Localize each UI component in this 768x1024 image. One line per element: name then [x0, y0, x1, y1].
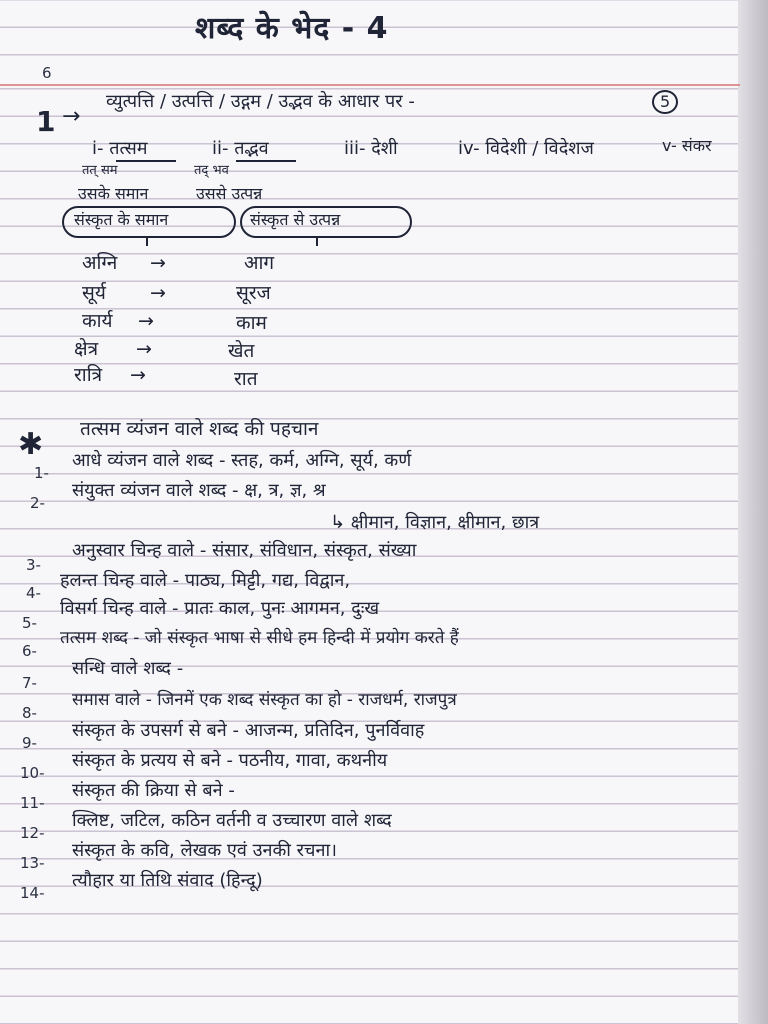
rule-number: 13-	[20, 854, 45, 872]
heading-text: व्युत्पत्ति / उत्पत्ति / उद्गम / उद्भव के आधार पर -	[106, 91, 415, 112]
rule-number: 2-	[30, 494, 45, 512]
tadbhav-underline	[236, 160, 296, 162]
pair-tatsam: क्षेत्र	[74, 338, 99, 360]
rule-text: संस्कृत के कवि, लेखक एवं उनकी रचना।	[72, 840, 337, 861]
gloss-samaan: उसके समान	[78, 184, 149, 203]
rule-text: त्यौहार या तिथि संवाद (हिन्दू)	[72, 870, 263, 891]
gloss-tadbhav: तद् भव	[194, 163, 229, 178]
tatsam-underline	[116, 160, 176, 162]
pair-tadbhav: आग	[244, 252, 275, 274]
box-right-label: संस्कृत से उत्पन्न	[250, 210, 341, 229]
pair-tadbhav: रात	[234, 368, 258, 390]
rule-number: 14-	[20, 884, 45, 902]
pair-tatsam: कार्य	[82, 310, 113, 332]
pair-tadbhav: खेत	[228, 340, 255, 362]
rule-text: संस्कृत की क्रिया से बने -	[72, 780, 235, 801]
type-sankar: v- संकर	[662, 136, 712, 155]
pair-arrow: →	[138, 310, 154, 332]
gloss-tatsam: तत् सम	[82, 163, 118, 178]
pair-tatsam: सूर्य	[82, 282, 106, 304]
rule-examples: ↳ क्षीमान, विज्ञान, क्षीमान, छात्र	[330, 512, 540, 533]
rule-text: सन्धि वाले शब्द -	[72, 658, 184, 679]
rule-number: 6-	[22, 642, 37, 660]
page-number: 6	[42, 64, 52, 82]
type-deshi: iii- देशी	[344, 138, 398, 159]
section-heading: तत्सम व्यंजन वाले शब्द की पहचान	[80, 418, 319, 440]
rule-number: 4-	[26, 584, 41, 602]
rule-text: हलन्त चिन्ह वाले - पाठ्य, मिट्टी, गद्य, विद्वान,	[60, 570, 351, 591]
pair-arrow: →	[130, 364, 146, 386]
star-icon: ✱	[18, 427, 44, 462]
gloss-utpann: उससे उत्पन्न	[196, 184, 263, 203]
rule-text: समास वाले - जिनमें एक शब्द संस्कृत का हो - राजधर्म, राजपुत्र	[72, 690, 457, 710]
pair-tatsam: अग्नि	[82, 252, 118, 274]
heading-number: 1	[36, 105, 56, 138]
rule-number: 8-	[22, 704, 37, 722]
margin-line	[0, 84, 740, 86]
rule-text: आधे व्यंजन वाले शब्द - स्तह, कर्म, अग्नि, सूर्य, कर्ण	[72, 450, 412, 471]
pair-tatsam: रात्रि	[74, 364, 103, 386]
rule-text: संस्कृत के प्रत्यय से बने - पठनीय, गावा, कथनीय	[72, 750, 388, 771]
rule-text: विसर्ग चिन्ह वाले - प्रातः काल, पुनः आगमन, दुःख	[60, 598, 380, 619]
heading-count	[652, 90, 678, 114]
rule-text: क्लिष्ट, जटिल, कठिन वर्तनी व उच्चारण वाले शब्द	[72, 810, 392, 831]
rule-number: 1-	[34, 464, 49, 482]
pair-arrow: →	[136, 338, 152, 360]
heading-arrow: →	[62, 104, 81, 129]
rule-number: 11-	[20, 794, 45, 812]
pair-arrow: →	[150, 252, 166, 274]
count-circle: 5	[652, 90, 678, 114]
rule-number: 5-	[22, 614, 37, 632]
rule-text: तत्सम शब्द - जो संस्कृत भाषा से सीधे हम हिन्दी में प्रयोग करते हैं	[60, 628, 459, 648]
rule-text: अनुस्वार चिन्ह वाले - संसार, संविधान, संस्कृत, संख्या	[72, 540, 417, 561]
tick-right	[316, 236, 318, 246]
page-edge	[738, 0, 768, 1024]
type-tatsam: i- तत्सम	[92, 138, 148, 159]
rule-text: संयुक्त व्यंजन वाले शब्द - क्ष, त्र, ज्ञ, श्र	[72, 480, 326, 501]
pair-tadbhav: सूरज	[236, 282, 271, 304]
rule-text: संस्कृत के उपसर्ग से बने - आजन्म, प्रतिदिन, पुनर्विवाह	[72, 720, 425, 741]
rule-number: 7-	[22, 674, 37, 692]
type-videshi: iv- विदेशी / विदेशज	[458, 138, 594, 159]
rule-number: 10-	[20, 764, 45, 782]
box-left-label: संस्कृत के समान	[74, 210, 169, 229]
page-title: शब्द के भेद - 4	[195, 11, 389, 46]
tick-left	[146, 236, 148, 246]
rule-number: 3-	[26, 556, 41, 574]
rule-number: 12-	[20, 824, 45, 842]
pair-tadbhav: काम	[236, 312, 267, 334]
pair-arrow: →	[150, 282, 166, 304]
type-tadbhav: ii- तद्भव	[212, 138, 269, 159]
rule-number: 9-	[22, 734, 37, 752]
